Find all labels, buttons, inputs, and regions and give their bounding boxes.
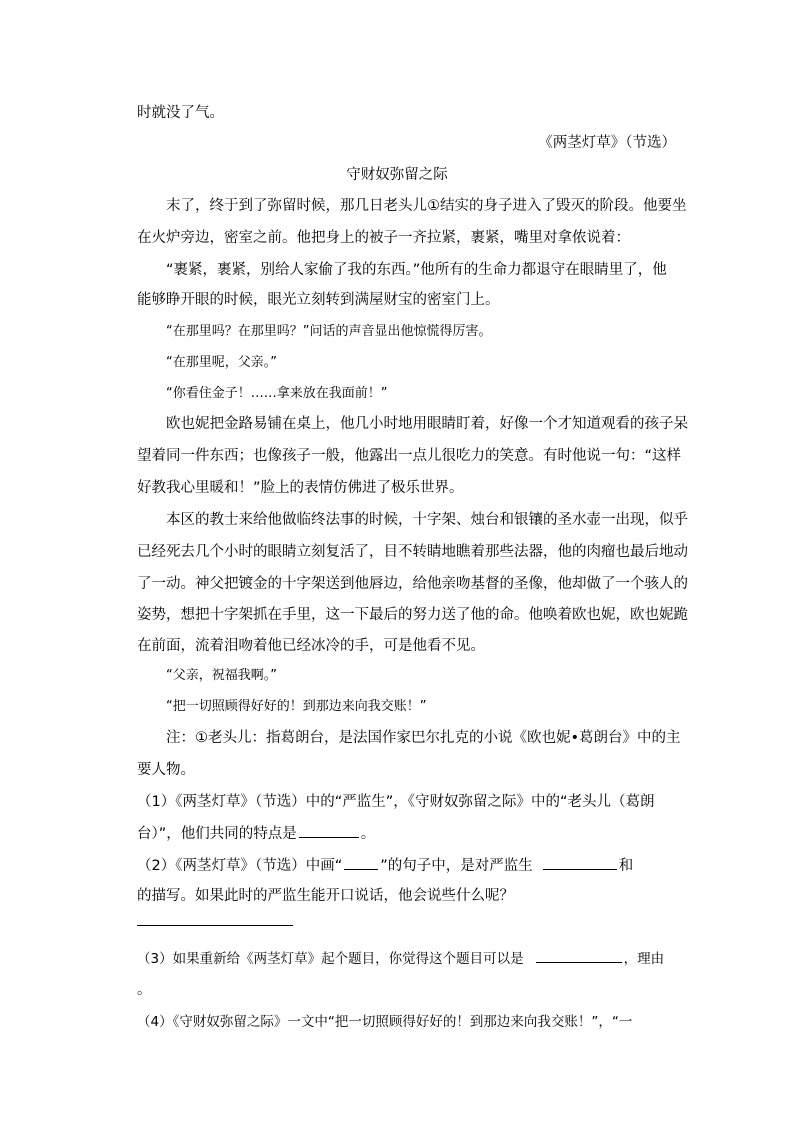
answer-blank[interactable] — [536, 948, 622, 963]
paragraph-line: 欧也妮把金路易铺在桌上，他几小时地用眼睛盯着，好像一个才知道观看的孩子呆 — [166, 416, 688, 432]
paragraph-line: 已经死去几个小时的眼睛立刻复活了，目不转睛地瞧着那些法器，他的肉瘤也最后地动 — [137, 544, 688, 560]
question-3-line — [137, 948, 664, 969]
answer-blank[interactable] — [344, 855, 378, 870]
paragraph-line: 能够睁开眼的时候，眼光立刻转到满屋财宝的密室门上。 — [137, 292, 500, 308]
answer-rule[interactable] — [137, 925, 293, 926]
question-text: 和 — [618, 858, 634, 874]
dialogue-line: “把一切照顾得好好的！到那边来向我交账！” — [166, 699, 427, 714]
question-text: （2）《两茎灯草》（节选）中画“ — [137, 858, 343, 874]
question-text: ，理由 — [623, 951, 665, 967]
footnote-line: 要人物。 — [137, 762, 195, 778]
paragraph-line: “裹紧，裹紧，别给人家偷了我的东西。”他所有的生命力都退守在眼睛里了，他 — [166, 262, 667, 278]
paragraph-line: 本区的教士来给他做临终法事的时候，十字架、烛台和银镶的圣水壶一出现，似乎 — [166, 512, 688, 528]
question-text: 。 — [360, 826, 376, 842]
question-3-line: 。 — [137, 982, 152, 998]
question-4-line: （4）《守财奴弥留之际》一文中“把一切照顾得好好的！到那边来向我交账！”，“一 — [137, 1014, 633, 1030]
source-attribution: 《两茎灯草》（节选） — [538, 135, 676, 151]
question-1-line — [137, 823, 375, 844]
paragraph-line: 在火炉旁边，密室之前。他把身上的被子一齐拉紧，裹紧，嘴里对拿侬说着： — [137, 230, 630, 246]
paragraph-line: 姿势，想把十字架抓在手里，这一下最后的努力送了他的命。他唤着欧也妮，欧也妮跪 — [137, 607, 688, 623]
answer-blank[interactable] — [543, 855, 617, 870]
question-1-line: （1）《两茎灯草》（节选）中的“严监生”，《守财奴弥留之际》中的“老头儿（葛朗 — [137, 794, 655, 810]
footnote-line: 注：①老头儿：指葛朗台，是法国作家巴尔扎克的小说《欧也妮•葛朗台》中的主 — [166, 730, 681, 746]
question-text: ”的句子中，是对严监生 — [380, 858, 533, 874]
paragraph-line: 了一动。神父把镀金的十字架送到他唇边，给他亲吻基督的圣像，他却做了一个骇人的 — [137, 576, 688, 592]
question-text: （3）如果重新给《两茎灯草》起个题目，你觉得这个题目可以是 — [137, 951, 524, 967]
question-2-line: 的描写。如果此时的严监生能开口说话，他会说些什么呢？ — [137, 888, 514, 904]
passage-title: 守财奴弥留之际 — [346, 167, 448, 183]
question-2-line — [137, 855, 633, 876]
paragraph-line: 在前面，流着泪吻着他已经冰冷的手，可是他看不见。 — [137, 638, 485, 654]
answer-blank[interactable] — [299, 823, 359, 838]
paragraph-line: 望着同一件东西；也像孩子一般，他露出一点儿很吃力的笑意。有时他说一句：“这样 — [137, 448, 682, 464]
dialogue-line: “在那里呢，父亲。” — [166, 355, 277, 370]
dialogue-line: “父亲，祝福我啊。” — [166, 668, 277, 683]
paragraph-line: 末了，终于到了弥留时候，那几日老头儿①结实的身子进入了毁灭的阶段。他要坐 — [166, 198, 687, 214]
paragraph-line: 好教我心里暖和！”脸上的表情仿佛进了极乐世界。 — [137, 480, 464, 496]
dialogue-line: “你看住金子！……拿来放在我面前！” — [166, 386, 388, 401]
question-text: 台）”，他们共同的特点是 — [137, 826, 297, 842]
passage-continuation: 时就没了气。 — [137, 105, 224, 121]
dialogue-line: “在那里吗？在那里吗？”问话的声音显出他惊慌得厉害。 — [166, 324, 492, 339]
